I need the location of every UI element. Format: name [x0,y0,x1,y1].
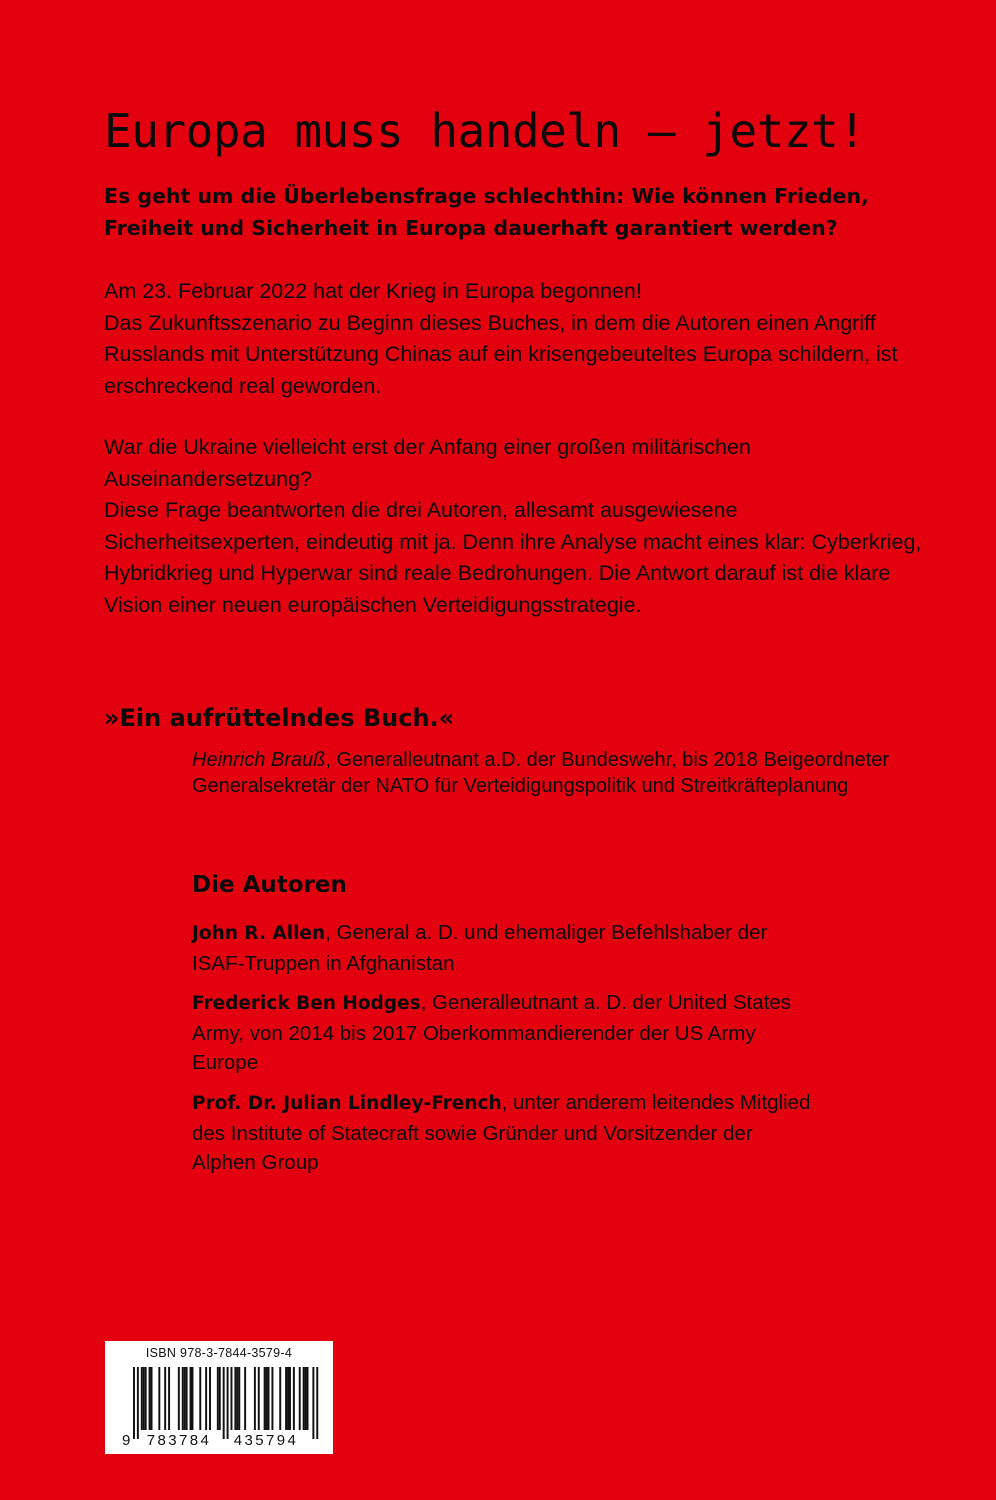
author-name: Prof. Dr. Julian Lindley-French [192,1093,502,1114]
barcode-bar [141,1367,143,1430]
barcode-bar [223,1367,225,1439]
author-entry [192,918,812,978]
barcode-bar [190,1367,192,1430]
lead-text: Es geht um die Überlebensfrage schlechthin: Wie können Frieden, Freiheit und Sicherheit in Europa dauerhaft garantiert werden? [104,184,869,240]
author-entry [192,988,812,1078]
barcode [119,1365,319,1449]
barcode-bar [285,1367,287,1430]
barcode-bar [299,1367,301,1430]
barcode-bar [238,1367,240,1430]
barcode-bar [271,1367,273,1430]
barcode-bar [199,1367,201,1430]
author-description: , unter anderem leitendes Mitglied des Institute of Statecraft sowie Gründer und Vorsitzender der Alphen Group [192,1091,811,1174]
barcode-bar [192,1367,194,1430]
authors-title: Die Autoren [192,872,347,898]
author-name: Frederick Ben Hodges [192,993,421,1014]
barcode-bar [266,1367,268,1430]
barcode-bar [227,1367,229,1439]
barcode-bar [209,1367,211,1430]
barcode-bar [182,1367,184,1430]
barcode-bar [178,1367,180,1430]
barcode-bar [234,1367,236,1430]
barcode-left-group: 783784 [146,1432,212,1449]
author-name: John R. Allen [192,923,326,944]
barcode-bar [205,1367,207,1430]
author-entry [192,1088,812,1178]
barcode-bar [186,1367,188,1430]
body-paragraph-2-line-1: War die Ukraine vielleicht erst der Anfang einer großen militärischen Auseinandersetzung? [104,435,751,491]
body-paragraph-1-line-1: Am 23. Februar 2022 hat der Krieg in Europa begonnen! [104,279,642,303]
author-description: , Generalleutnant a. D. der United States Army, von 2014 bis 2017 Oberkommandierender der US Army Europe [192,991,791,1074]
barcode-bar [264,1367,266,1430]
body-paragraph-2 [104,432,924,621]
barcode-bar [145,1367,147,1430]
barcode-bar [217,1367,219,1430]
barcode-bar [133,1367,135,1439]
barcode-bar [158,1367,160,1430]
quote-author-role: , Generalleutnant a.D. der Bundeswehr, bis 2018 Beigeordneter Generalsekretär der NATO für Verteidigungspolitik und Streitkräfteplanung [192,749,890,797]
isbn-barcode-box [105,1341,333,1454]
barcode-bar [137,1367,139,1439]
barcode-bar [268,1367,270,1430]
quote-attribution [192,748,912,799]
body-paragraph-1 [104,276,924,402]
barcode-bar [168,1367,170,1430]
body-paragraph-1-line-2: Das Zukunftsszenario zu Beginn dieses Buches, in dem die Autoren einen Angriff Russlands mit Unterstützung Chinas auf ein krisengebeuteltes Europa schildern, ist erschreckend real geworden. [104,310,898,398]
barcode-right-group: 435794 [233,1432,299,1449]
barcode-bar [303,1367,305,1430]
barcode-bar [305,1367,307,1430]
barcode-bar [143,1367,145,1430]
barcode-first-digit: 9 [122,1432,131,1449]
author-description: , General a. D. und ehemaliger Befehlshaber der ISAF-Truppen in Afghanistan [192,921,768,975]
barcode-bar [289,1367,291,1430]
barcode-bar [184,1367,186,1430]
barcode-bar [151,1367,153,1430]
barcode-bar [244,1367,246,1430]
headline: Europa muss handeln – jetzt! [104,104,866,158]
barcode-bar [307,1367,309,1430]
barcode-bar [293,1367,295,1430]
quote: »Ein aufrüttelndes Buch.« [104,704,455,732]
isbn-label: ISBN 978-3-7844-3579-4 [145,1346,293,1360]
barcode-bar [164,1367,166,1430]
barcode-bar [258,1367,260,1430]
barcode-bar [236,1367,238,1430]
barcode-bar [149,1367,151,1430]
barcode-bar [279,1367,281,1430]
barcode-bar [312,1367,314,1439]
barcode-bar [287,1367,289,1430]
barcode-bars [133,1367,318,1439]
quote-author-name: Heinrich Brauß [192,749,326,771]
barcode-bar [254,1367,256,1430]
barcode-bar [316,1367,318,1439]
body-paragraph-2-line-2: Diese Frage beantworten die drei Autoren, allesamt ausgewiesene Sicherheitsexperten, eindeutig mit ja. Denn ihre Analyse macht eines klar: Cyberkrieg, Hybridkrieg und Hyperwar sind reale Bedrohungen. Die Antwort darauf ist die klare Vision einer neuen europäischen Verteidigungsstrategie. [104,498,922,617]
barcode-bar [219,1367,221,1430]
barcode-bar [231,1367,233,1430]
